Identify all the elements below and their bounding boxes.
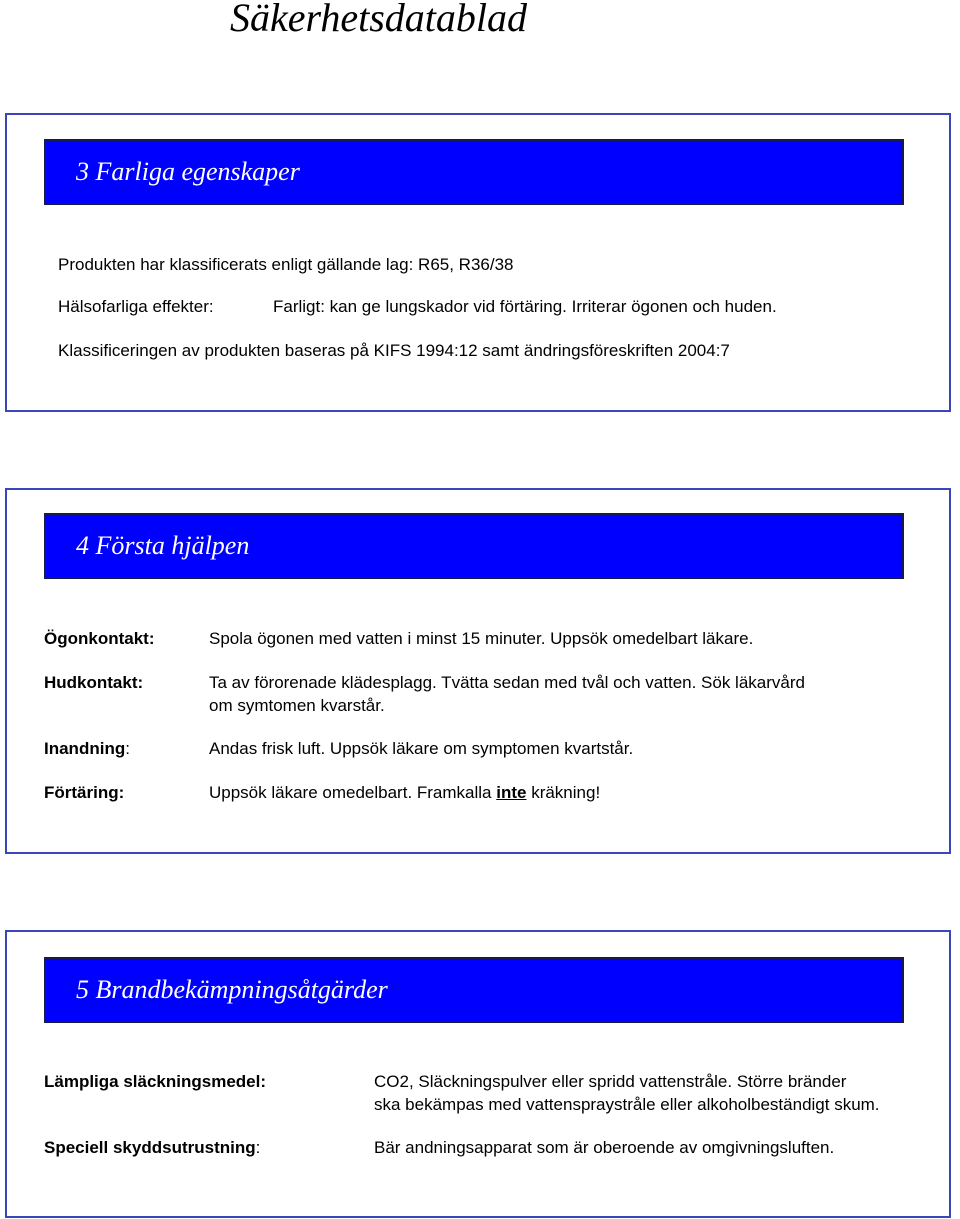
protective-equipment-label — [44, 1137, 260, 1159]
ingestion-text — [209, 782, 600, 804]
eye-contact-label: Ögonkontakt: — [44, 629, 155, 648]
ingestion-text-after: kräkning! — [526, 783, 601, 802]
health-effects-value: Farligt: kan ge lungskador vid förtäring. Irriterar ögonen och huden. — [273, 297, 777, 316]
extinguishing-media-label: Lämpliga släckningsmedel: — [44, 1072, 267, 1091]
section-4-heading: 4 Första hjälpen — [76, 531, 250, 560]
section-5-box — [5, 930, 951, 1218]
section-3-box — [5, 113, 951, 412]
protective-equipment-text: Bär andningsapparat som är oberoende av omgivningsluften. — [374, 1138, 835, 1157]
classification-text: Produkten har klassificerats enligt gällande lag: R65, R36/38 — [58, 255, 514, 274]
section-3-header — [44, 139, 904, 205]
inhalation-text: Andas frisk luft. Uppsök läkare om symptomen kvartstår. — [209, 739, 634, 758]
inhalation-label-main: Inandning — [44, 739, 126, 758]
eye-contact-text: Spola ögonen med vatten i minst 15 minuter. Uppsök omedelbart läkare. — [209, 629, 754, 648]
protective-equipment-label-main: Speciell skyddsutrustning — [44, 1138, 256, 1157]
protective-equipment-label-colon: : — [255, 1138, 261, 1157]
ingestion-text-before: Uppsök läkare omedelbart. Framkalla — [209, 783, 497, 802]
section-3-heading: 3 Farliga egenskaper — [76, 157, 300, 186]
section-4-box — [5, 488, 951, 854]
section-5-heading: 5 Brandbekämpningsåtgärder — [76, 975, 388, 1004]
skin-contact-text-line2: om symtomen kvarstår. — [209, 696, 385, 715]
health-effects-label: Hälsofarliga effekter: — [58, 297, 214, 316]
classification-basis: Klassificeringen av produkten baseras på KIFS 1994:12 samt ändringsföreskriften 2004:7 — [58, 341, 730, 360]
skin-contact-label: Hudkontakt: — [44, 673, 144, 692]
inhalation-label-colon: : — [125, 739, 130, 758]
skin-contact-text-line1: Ta av förorenade klädesplagg. Tvätta sedan med tvål och vatten. Sök läkarvård — [209, 673, 805, 692]
ingestion-label: Förtäring: — [44, 783, 125, 802]
section-4-header — [44, 513, 904, 579]
inhalation-label — [44, 738, 130, 760]
section-5-header — [44, 957, 904, 1023]
document-title: Säkerhetsdatablad — [230, 0, 528, 40]
ingestion-text-emphasis: inte — [496, 783, 527, 802]
extinguishing-media-text-line1: CO2, Släckningspulver eller spridd vattenstråle. Större bränder — [374, 1072, 847, 1091]
extinguishing-media-text-line2: ska bekämpas med vattenspraystråle eller alkoholbeständigt skum. — [374, 1095, 880, 1114]
